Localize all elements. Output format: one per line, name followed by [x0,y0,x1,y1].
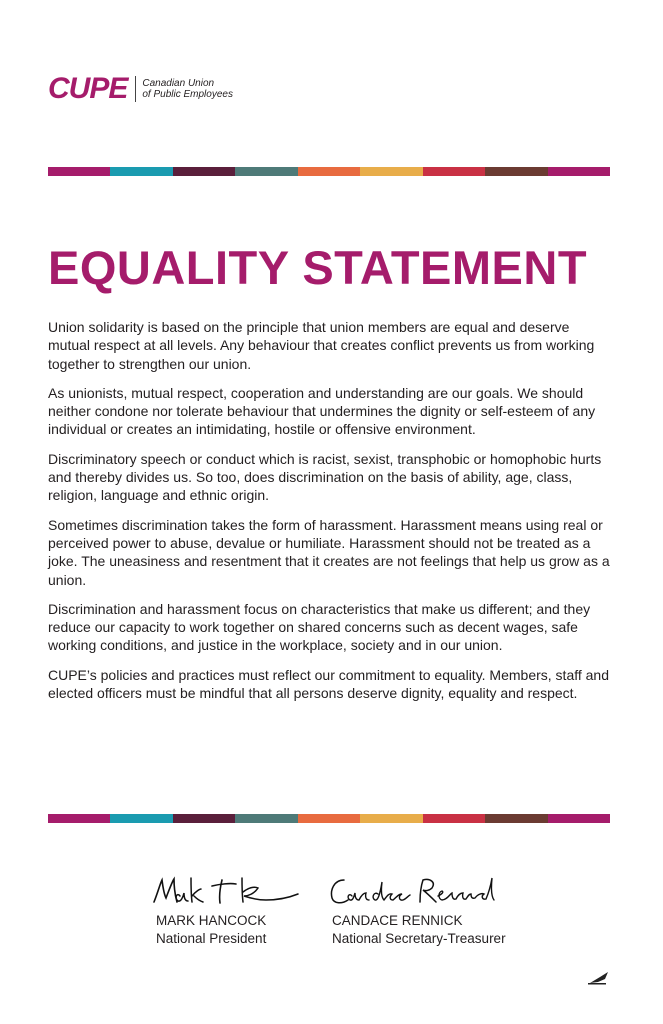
stripe-segment [548,814,610,823]
statement-body [48,318,614,713]
stripe-segment [423,167,485,176]
color-stripe-top [48,167,610,176]
statement-paragraph: Discrimination and harassment focus on characteristics that make us different; and they reduce our capacity to work together on shared concerns such as decent wages, safe working conditions, and justice in the workplace, society and in our union. [48,600,591,654]
cupe-logo [48,72,233,106]
stripe-segment [360,167,422,176]
stripe-segment [360,814,422,823]
stripe-segment [485,814,547,823]
stripe-segment [173,814,235,823]
stripe-segment [110,814,172,823]
union-bug-icon [586,970,612,986]
statement-paragraph: CUPE’s policies and practices must reflect our commitment to equality. Members, staff and elected officers must be mindful that all persons deserve dignity, equality and respect. [48,666,610,702]
statement-paragraph: As unionists, mutual respect, cooperation and understanding are our goals. We should neither condone nor tolerate behaviour that undermines the dignity or self-esteem of any individual or creates an intimidating, hostile or offensive environment. [48,384,596,438]
signature-block-president [150,872,300,948]
stripe-segment [48,167,110,176]
stripe-segment [235,167,297,176]
logo-wordmark: CUPE [48,72,128,105]
stripe-segment [423,814,485,823]
stripe-segment [235,814,297,823]
stripe-segment [485,167,547,176]
statement-paragraph: Sometimes discrimination takes the form of harassment. Harassment means using real or perceived power to abuse, devalue or humiliate. Harassment should not be treated as a joke. The uneasiness and resentment that it creates are not feelings that help us grow as a union. [48,516,610,588]
signatory-role: National President [156,931,267,946]
logo-divider [135,76,136,102]
statement-paragraph: Union solidarity is based on the principle that union members are equal and deserve mutual respect at all levels. Any behaviour that creates conflict prevents us from working together to strengthen our union. [48,319,595,372]
signature-mark-hancock [150,872,300,912]
logo-subtitle-line1: Canadian Union [142,78,215,89]
stripe-segment [173,167,235,176]
statement-paragraph: Discriminatory speech or conduct which is racist, sexist, transphobic or homophobic hurts and thereby divides us. So too, does discrimination on the basis of ability, age, class, religion, language and ethnic origin. [48,450,602,504]
color-stripe-bottom [48,814,610,823]
signatory-role: National Secretary-Treasurer [332,931,506,946]
signature-candace-rennick [326,872,496,912]
logo-subtitle [142,78,233,100]
stripe-segment [110,167,172,176]
page-title: EQUALITY STATEMENT [48,241,588,294]
signature-block-secretary [326,872,506,948]
signatory-name: MARK HANCOCK [156,913,267,928]
stripe-segment [548,167,610,176]
stripe-segment [48,814,110,823]
signatory-name: CANDACE RENNICK [332,913,463,928]
stripe-segment [298,167,360,176]
logo-subtitle-line2: of Public Employees [142,89,233,100]
stripe-segment [298,814,360,823]
